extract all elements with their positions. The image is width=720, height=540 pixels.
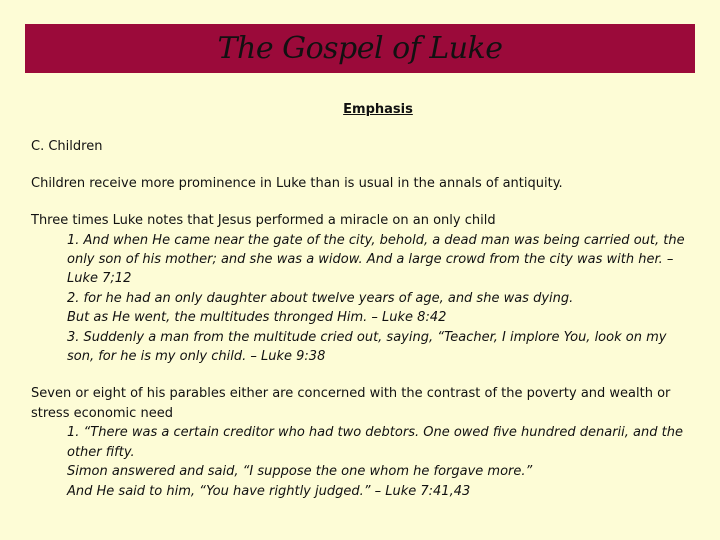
parable-item: 1. “There was a certain creditor who had two debtors. One owed five hundred denarii, and the other fifty. [67,425,683,460]
miracles-intro: Three times Luke notes that Jesus performed a miracle on an only child [31,213,496,229]
parables-intro: Seven or eight of his parables either are concerned with the contrast of the poverty and wealth or stress economic need [31,386,671,421]
slide-content [31,100,695,501]
miracle-item: 3. Suddenly a man from the multitude cried out, saying, “Teacher, I implore You, look on my son, for he is my only child. – Luke 9:38 [67,329,667,365]
parables-block [31,384,695,500]
intro-paragraph: Children receive more prominence in Luke than is usual in the annals of antiquity. [31,175,563,191]
emphasis-heading: Emphasis [343,102,413,117]
miracles-block [31,211,695,366]
title-bar [25,24,695,73]
parable-item: Simon answered and said, “I suppose the one whom he forgave more.” [67,464,533,480]
miracle-item: But as He went, the multitudes thronged Him. – Luke 8:42 [67,310,447,326]
parable-item: And He said to him, “You have rightly judged.” – Luke 7:41,43 [67,483,471,499]
miracle-item: 1. And when He came near the gate of the city, behold, a dead man was being carried out, the only son of his mother; and she was a widow. And a large crowd from the city was with her. – Luke 7;12 [67,232,685,287]
slide-title: The Gospel of Luke [217,31,503,66]
miracle-item: 2. for he had an only daughter about twelve years of age, and she was dying. [67,290,574,306]
section-heading: C. Children [31,139,103,155]
spacer [31,366,695,384]
